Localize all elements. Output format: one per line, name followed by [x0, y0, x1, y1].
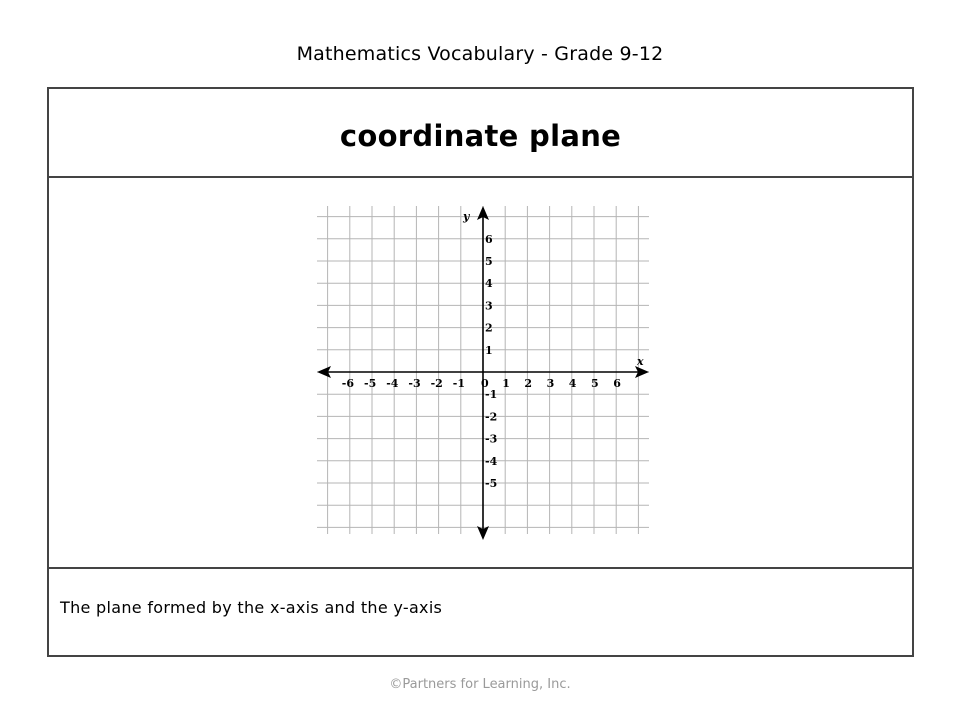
origin-label: 0 [481, 377, 489, 390]
x-tick-label: 2 [524, 377, 533, 390]
x-tick-label: 5 [591, 377, 599, 390]
page-title: Mathematics Vocabulary - Grade 9-12 [296, 43, 664, 65]
vocabulary-term: coordinate plane [339, 118, 622, 153]
coordinate-plane-graph [315, 204, 651, 540]
y-tick-labels [485, 233, 498, 490]
x-tick-label: 4 [568, 377, 577, 390]
axes [317, 206, 649, 540]
y-tick-label: -4 [485, 454, 498, 468]
x-tick-label: -3 [408, 377, 421, 390]
x-axis-label: x [637, 355, 644, 368]
y-tick-label: 1 [485, 343, 493, 357]
y-tick-label: -3 [485, 432, 498, 446]
y-tick-label: -5 [485, 477, 498, 490]
definition-section [49, 569, 912, 655]
copyright-footer: ©Partners for Learning, Inc. [389, 677, 571, 692]
y-tick-label: 4 [485, 277, 493, 291]
vocabulary-card [47, 87, 914, 657]
x-tick-label: 6 [613, 377, 621, 390]
x-tick-label: -2 [430, 377, 443, 390]
x-tick-label: -4 [386, 377, 399, 390]
term-section [49, 89, 912, 178]
x-tick-label: -1 [452, 377, 466, 390]
y-tick-label: 6 [485, 232, 493, 246]
y-tick-label: 5 [485, 255, 493, 268]
illustration-section [49, 178, 912, 569]
x-tick-label: 1 [502, 377, 510, 390]
x-tick-label: -5 [364, 377, 377, 390]
y-tick-label: 3 [485, 299, 493, 313]
x-tick-label: -6 [341, 377, 355, 390]
y-axis-label: y [463, 210, 470, 223]
y-tick-label: 2 [485, 321, 493, 335]
definition-text: The plane formed by the x-axis and the y-axis [60, 598, 443, 617]
x-tick-label: 3 [546, 377, 555, 390]
y-tick-label: -1 [485, 388, 498, 402]
y-tick-label: -2 [485, 410, 498, 424]
